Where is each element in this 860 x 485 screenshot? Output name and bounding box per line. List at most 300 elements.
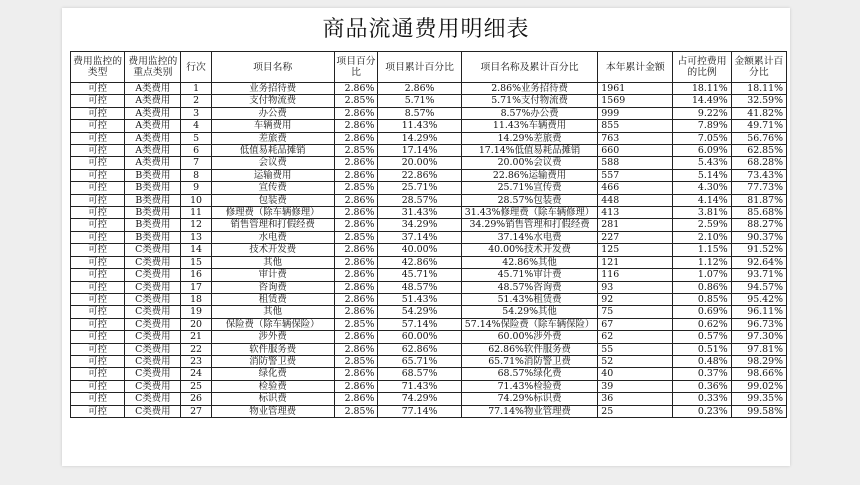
cell-item-percent: 2.86% — [334, 132, 378, 144]
cell-monitor-type: 可控 — [71, 269, 125, 281]
cell-item-percent: 2.85% — [334, 145, 378, 157]
cell-item-percent: 2.86% — [334, 157, 378, 169]
cell-amount-cumulative-percent: 96.73% — [731, 318, 786, 330]
cell-item-cumulative-percent: 17.14% — [378, 145, 461, 157]
cell-amount-cumulative-percent: 77.73% — [731, 182, 786, 194]
cell-amount-cumulative-percent: 32.59% — [731, 95, 786, 107]
table-row — [71, 393, 787, 405]
cell-line-number: 4 — [181, 120, 211, 132]
cell-line-number: 1 — [181, 83, 211, 95]
cell-item-cumulative-percent: 62.86% — [378, 343, 461, 355]
cell-name-and-cumulative: 51.43%租赁费 — [461, 293, 598, 305]
cell-monitor-type: 可控 — [71, 145, 125, 157]
cell-item-name: 咨询费 — [211, 281, 334, 293]
cell-name-and-cumulative: 31.43%修理费（除车辆修理） — [461, 207, 598, 219]
header-line-number: 行次 — [181, 52, 211, 83]
cell-amount-cumulative-percent: 88.27% — [731, 219, 786, 231]
cell-item-percent: 2.86% — [334, 269, 378, 281]
cell-line-number: 24 — [181, 368, 211, 380]
cell-name-and-cumulative: 60.00%涉外费 — [461, 331, 598, 343]
cell-key-category: A类费用 — [125, 95, 181, 107]
cell-key-category: B类费用 — [125, 194, 181, 206]
cell-line-number: 18 — [181, 293, 211, 305]
cell-monitor-type: 可控 — [71, 95, 125, 107]
cell-monitor-type: 可控 — [71, 281, 125, 293]
cell-key-category: C类费用 — [125, 380, 181, 392]
table-row — [71, 120, 787, 132]
cell-item-percent: 2.86% — [334, 293, 378, 305]
cell-annual-amount: 116 — [598, 269, 673, 281]
cell-name-and-cumulative: 17.14%低值易耗品摊销 — [461, 145, 598, 157]
cell-amount-cumulative-percent: 96.11% — [731, 306, 786, 318]
cell-name-and-cumulative: 25.71%宣传费 — [461, 182, 598, 194]
cell-item-cumulative-percent: 5.71% — [378, 95, 461, 107]
cell-item-cumulative-percent: 54.29% — [378, 306, 461, 318]
cell-key-category: C类费用 — [125, 343, 181, 355]
cell-monitor-type: 可控 — [71, 244, 125, 256]
header-amount-cumulative-percent: 金额累计百分比 — [731, 52, 786, 83]
table-row — [71, 306, 787, 318]
cell-controllable-share: 0.33% — [673, 393, 731, 405]
table-row — [71, 83, 787, 95]
table-row — [71, 293, 787, 305]
cell-item-name: 审计费 — [211, 269, 334, 281]
cell-amount-cumulative-percent: 90.37% — [731, 231, 786, 243]
cell-item-name: 低值易耗品摊销 — [211, 145, 334, 157]
cell-item-percent: 2.86% — [334, 83, 378, 95]
cell-line-number: 8 — [181, 169, 211, 181]
cell-line-number: 10 — [181, 194, 211, 206]
cell-amount-cumulative-percent: 85.68% — [731, 207, 786, 219]
cell-annual-amount: 36 — [598, 393, 673, 405]
cell-line-number: 19 — [181, 306, 211, 318]
header-annual-amount: 本年累计金额 — [598, 52, 673, 83]
cell-line-number: 27 — [181, 405, 211, 417]
cell-amount-cumulative-percent: 95.42% — [731, 293, 786, 305]
cell-key-category: A类费用 — [125, 132, 181, 144]
cell-monitor-type: 可控 — [71, 343, 125, 355]
cell-controllable-share: 0.86% — [673, 281, 731, 293]
cell-amount-cumulative-percent: 18.11% — [731, 83, 786, 95]
cell-name-and-cumulative: 20.00%会议费 — [461, 157, 598, 169]
cell-line-number: 26 — [181, 393, 211, 405]
cell-item-name: 软件服务费 — [211, 343, 334, 355]
cell-line-number: 3 — [181, 107, 211, 119]
cell-annual-amount: 1961 — [598, 83, 673, 95]
cell-item-name: 其他 — [211, 306, 334, 318]
cell-line-number: 6 — [181, 145, 211, 157]
cell-key-category: C类费用 — [125, 281, 181, 293]
cell-controllable-share: 7.05% — [673, 132, 731, 144]
cell-name-and-cumulative: 5.71%支付物流费 — [461, 95, 598, 107]
cell-name-and-cumulative: 54.29%其他 — [461, 306, 598, 318]
cell-item-name: 差旅费 — [211, 132, 334, 144]
cell-item-name: 标识费 — [211, 393, 334, 405]
cell-item-name: 销售管理和打假经费 — [211, 219, 334, 231]
cell-controllable-share: 1.15% — [673, 244, 731, 256]
cell-item-name: 办公费 — [211, 107, 334, 119]
sheet-title: 商品流通费用明细表 — [322, 17, 530, 42]
cell-monitor-type: 可控 — [71, 132, 125, 144]
cell-line-number: 9 — [181, 182, 211, 194]
table-row — [71, 281, 787, 293]
cell-item-name: 会议费 — [211, 157, 334, 169]
cell-name-and-cumulative: 62.86%软件服务费 — [461, 343, 598, 355]
cell-monitor-type: 可控 — [71, 83, 125, 95]
table-row — [71, 405, 787, 417]
cell-amount-cumulative-percent: 98.29% — [731, 355, 786, 367]
cell-annual-amount: 413 — [598, 207, 673, 219]
cell-item-percent: 2.86% — [334, 331, 378, 343]
cell-amount-cumulative-percent: 94.57% — [731, 281, 786, 293]
cell-annual-amount: 52 — [598, 355, 673, 367]
cell-item-percent: 2.86% — [334, 393, 378, 405]
cell-annual-amount: 92 — [598, 293, 673, 305]
cell-key-category: C类费用 — [125, 256, 181, 268]
cell-key-category: C类费用 — [125, 244, 181, 256]
cell-monitor-type: 可控 — [71, 380, 125, 392]
cell-monitor-type: 可控 — [71, 107, 125, 119]
cell-monitor-type: 可控 — [71, 368, 125, 380]
cell-item-cumulative-percent: 77.14% — [378, 405, 461, 417]
cell-item-name: 车辆费用 — [211, 120, 334, 132]
cell-controllable-share: 0.23% — [673, 405, 731, 417]
cell-monitor-type: 可控 — [71, 306, 125, 318]
cell-item-percent: 2.86% — [334, 380, 378, 392]
cell-controllable-share: 5.14% — [673, 169, 731, 181]
cell-annual-amount: 67 — [598, 318, 673, 330]
cell-controllable-share: 4.30% — [673, 182, 731, 194]
cell-name-and-cumulative: 68.57%绿化费 — [461, 368, 598, 380]
header-item-cumulative-percent: 项目累计百分比 — [378, 52, 461, 83]
cell-line-number: 2 — [181, 95, 211, 107]
cell-name-and-cumulative: 14.29%差旅费 — [461, 132, 598, 144]
cell-amount-cumulative-percent: 81.87% — [731, 194, 786, 206]
cell-item-percent: 2.86% — [334, 219, 378, 231]
cell-line-number: 5 — [181, 132, 211, 144]
header-item-name: 项目名称 — [211, 52, 334, 83]
cell-name-and-cumulative: 48.57%咨询费 — [461, 281, 598, 293]
cell-item-percent: 2.85% — [334, 231, 378, 243]
cell-annual-amount: 763 — [598, 132, 673, 144]
cell-key-category: C类费用 — [125, 331, 181, 343]
cell-amount-cumulative-percent: 98.66% — [731, 368, 786, 380]
cell-controllable-share: 2.10% — [673, 231, 731, 243]
cell-controllable-share: 0.48% — [673, 355, 731, 367]
cell-line-number: 25 — [181, 380, 211, 392]
cell-controllable-share: 0.57% — [673, 331, 731, 343]
cell-item-cumulative-percent: 8.57% — [378, 107, 461, 119]
cell-controllable-share: 6.09% — [673, 145, 731, 157]
cell-annual-amount: 466 — [598, 182, 673, 194]
cell-item-name: 修理费（除车辆修理） — [211, 207, 334, 219]
cell-name-and-cumulative: 77.14%物业管理费 — [461, 405, 598, 417]
cell-item-percent: 2.85% — [334, 318, 378, 330]
header-controllable-share: 占可控费用的比例 — [673, 52, 731, 83]
cell-key-category: C类费用 — [125, 405, 181, 417]
cell-controllable-share: 0.37% — [673, 368, 731, 380]
cell-controllable-share: 14.49% — [673, 95, 731, 107]
cell-item-name: 绿化费 — [211, 368, 334, 380]
cell-item-percent: 2.86% — [334, 281, 378, 293]
cell-item-cumulative-percent: 57.14% — [378, 318, 461, 330]
cell-item-name: 消防警卫费 — [211, 355, 334, 367]
cell-monitor-type: 可控 — [71, 169, 125, 181]
cell-amount-cumulative-percent: 92.64% — [731, 256, 786, 268]
cell-controllable-share: 0.85% — [673, 293, 731, 305]
cell-item-cumulative-percent: 14.29% — [378, 132, 461, 144]
cell-name-and-cumulative: 65.71%消防警卫费 — [461, 355, 598, 367]
cell-monitor-type: 可控 — [71, 393, 125, 405]
cell-line-number: 23 — [181, 355, 211, 367]
cell-item-name: 包装费 — [211, 194, 334, 206]
cell-line-number: 20 — [181, 318, 211, 330]
cell-monitor-type: 可控 — [71, 157, 125, 169]
header-monitor-type: 费用监控的类型 — [71, 52, 125, 83]
cell-key-category: C类费用 — [125, 306, 181, 318]
cell-key-category: A类费用 — [125, 107, 181, 119]
table-row — [71, 219, 787, 231]
spreadsheet-page — [62, 8, 790, 466]
cell-controllable-share: 18.11% — [673, 83, 731, 95]
cell-monitor-type: 可控 — [71, 219, 125, 231]
cell-annual-amount: 93 — [598, 281, 673, 293]
table-row — [71, 194, 787, 206]
cell-amount-cumulative-percent: 68.28% — [731, 157, 786, 169]
cell-item-cumulative-percent: 40.00% — [378, 244, 461, 256]
table-row — [71, 207, 787, 219]
table-row — [71, 343, 787, 355]
cell-controllable-share: 3.81% — [673, 207, 731, 219]
cell-item-cumulative-percent: 2.86% — [378, 83, 461, 95]
cell-item-name: 物业管理费 — [211, 405, 334, 417]
cell-item-cumulative-percent: 65.71% — [378, 355, 461, 367]
cell-monitor-type: 可控 — [71, 405, 125, 417]
cell-controllable-share: 0.69% — [673, 306, 731, 318]
cell-key-category: C类费用 — [125, 269, 181, 281]
cell-item-name: 其他 — [211, 256, 334, 268]
cell-controllable-share: 9.22% — [673, 107, 731, 119]
cell-name-and-cumulative: 8.57%办公费 — [461, 107, 598, 119]
cell-name-and-cumulative: 45.71%审计费 — [461, 269, 598, 281]
cell-item-name: 业务招待费 — [211, 83, 334, 95]
cell-monitor-type: 可控 — [71, 331, 125, 343]
cell-item-percent: 2.85% — [334, 95, 378, 107]
cell-line-number: 17 — [181, 281, 211, 293]
cell-key-category: A类费用 — [125, 157, 181, 169]
cell-item-percent: 2.86% — [334, 207, 378, 219]
cell-amount-cumulative-percent: 62.85% — [731, 145, 786, 157]
cell-amount-cumulative-percent: 56.76% — [731, 132, 786, 144]
table-row — [71, 107, 787, 119]
cell-item-percent: 2.85% — [334, 405, 378, 417]
cell-name-and-cumulative: 11.43%车辆费用 — [461, 120, 598, 132]
table-row — [71, 368, 787, 380]
table-row — [71, 145, 787, 157]
cell-item-cumulative-percent: 74.29% — [378, 393, 461, 405]
table-row — [71, 355, 787, 367]
cell-annual-amount: 125 — [598, 244, 673, 256]
cell-item-cumulative-percent: 42.86% — [378, 256, 461, 268]
cell-monitor-type: 可控 — [71, 355, 125, 367]
cell-line-number: 13 — [181, 231, 211, 243]
cell-item-cumulative-percent: 20.00% — [378, 157, 461, 169]
cell-key-category: C类费用 — [125, 318, 181, 330]
cell-annual-amount: 75 — [598, 306, 673, 318]
table-row — [71, 95, 787, 107]
cell-key-category: B类费用 — [125, 219, 181, 231]
cell-item-name: 水电费 — [211, 231, 334, 243]
cell-line-number: 7 — [181, 157, 211, 169]
cell-item-percent: 2.86% — [334, 194, 378, 206]
cell-monitor-type: 可控 — [71, 194, 125, 206]
header-name-and-cumulative: 项目名称及累计百分比 — [461, 52, 598, 83]
cell-item-percent: 2.86% — [334, 256, 378, 268]
cell-item-cumulative-percent: 68.57% — [378, 368, 461, 380]
cell-monitor-type: 可控 — [71, 120, 125, 132]
cell-item-percent: 2.86% — [334, 169, 378, 181]
cell-item-name: 保险费（除车辆保险） — [211, 318, 334, 330]
cell-annual-amount: 448 — [598, 194, 673, 206]
cell-annual-amount: 281 — [598, 219, 673, 231]
cell-monitor-type: 可控 — [71, 182, 125, 194]
cell-item-cumulative-percent: 28.57% — [378, 194, 461, 206]
cell-item-percent: 2.86% — [334, 120, 378, 132]
cell-item-name: 宣传费 — [211, 182, 334, 194]
table-row — [71, 231, 787, 243]
cell-monitor-type: 可控 — [71, 293, 125, 305]
cell-item-cumulative-percent: 11.43% — [378, 120, 461, 132]
cell-amount-cumulative-percent: 91.52% — [731, 244, 786, 256]
cell-controllable-share: 2.59% — [673, 219, 731, 231]
cell-amount-cumulative-percent: 49.71% — [731, 120, 786, 132]
table-header-row — [71, 52, 787, 83]
cell-amount-cumulative-percent: 41.82% — [731, 107, 786, 119]
cell-item-cumulative-percent: 60.00% — [378, 331, 461, 343]
cell-monitor-type: 可控 — [71, 256, 125, 268]
cell-item-percent: 2.86% — [334, 368, 378, 380]
cell-item-cumulative-percent: 45.71% — [378, 269, 461, 281]
cell-item-percent: 2.86% — [334, 306, 378, 318]
cell-key-category: B类费用 — [125, 182, 181, 194]
cell-line-number: 22 — [181, 343, 211, 355]
table-row — [71, 331, 787, 343]
table-row — [71, 244, 787, 256]
table-row — [71, 182, 787, 194]
cell-annual-amount: 1569 — [598, 95, 673, 107]
cell-name-and-cumulative: 57.14%保险费（除车辆保险） — [461, 318, 598, 330]
cell-amount-cumulative-percent: 99.35% — [731, 393, 786, 405]
cell-name-and-cumulative: 2.86%业务招待费 — [461, 83, 598, 95]
cell-name-and-cumulative: 22.86%运输费用 — [461, 169, 598, 181]
header-item-percent: 项目百分比 — [334, 52, 378, 83]
cell-annual-amount: 55 — [598, 343, 673, 355]
cell-controllable-share: 4.14% — [673, 194, 731, 206]
cell-amount-cumulative-percent: 73.43% — [731, 169, 786, 181]
cell-key-category: C类费用 — [125, 293, 181, 305]
cell-key-category: B类费用 — [125, 207, 181, 219]
cell-controllable-share: 0.62% — [673, 318, 731, 330]
cell-annual-amount: 121 — [598, 256, 673, 268]
cell-item-name: 支付物流费 — [211, 95, 334, 107]
cell-item-cumulative-percent: 48.57% — [378, 281, 461, 293]
cell-item-percent: 2.85% — [334, 355, 378, 367]
cell-amount-cumulative-percent: 99.02% — [731, 380, 786, 392]
cell-key-category: C类费用 — [125, 355, 181, 367]
table-row — [71, 380, 787, 392]
cell-key-category: B类费用 — [125, 169, 181, 181]
cell-item-cumulative-percent: 51.43% — [378, 293, 461, 305]
table-row — [71, 318, 787, 330]
cell-monitor-type: 可控 — [71, 231, 125, 243]
table-row — [71, 169, 787, 181]
table-row — [71, 132, 787, 144]
cell-monitor-type: 可控 — [71, 318, 125, 330]
cell-item-name: 租赁费 — [211, 293, 334, 305]
cell-annual-amount: 588 — [598, 157, 673, 169]
cell-line-number: 12 — [181, 219, 211, 231]
cell-key-category: B类费用 — [125, 231, 181, 243]
cell-monitor-type: 可控 — [71, 207, 125, 219]
cell-item-cumulative-percent: 22.86% — [378, 169, 461, 181]
cell-annual-amount: 999 — [598, 107, 673, 119]
cell-item-name: 涉外费 — [211, 331, 334, 343]
cell-controllable-share: 7.89% — [673, 120, 731, 132]
cell-item-cumulative-percent: 25.71% — [378, 182, 461, 194]
cell-item-cumulative-percent: 34.29% — [378, 219, 461, 231]
expense-table — [70, 51, 787, 418]
cell-annual-amount: 855 — [598, 120, 673, 132]
cell-item-name: 运输费用 — [211, 169, 334, 181]
cell-annual-amount: 39 — [598, 380, 673, 392]
table-row — [71, 256, 787, 268]
cell-annual-amount: 557 — [598, 169, 673, 181]
cell-key-category: C类费用 — [125, 393, 181, 405]
cell-name-and-cumulative: 74.29%标识费 — [461, 393, 598, 405]
cell-name-and-cumulative: 28.57%包装费 — [461, 194, 598, 206]
cell-amount-cumulative-percent: 97.30% — [731, 331, 786, 343]
cell-item-cumulative-percent: 37.14% — [378, 231, 461, 243]
cell-name-and-cumulative: 34.29%销售管理和打假经费 — [461, 219, 598, 231]
cell-name-and-cumulative: 37.14%水电费 — [461, 231, 598, 243]
cell-controllable-share: 0.36% — [673, 380, 731, 392]
cell-name-and-cumulative: 40.00%技术开发费 — [461, 244, 598, 256]
table-row — [71, 269, 787, 281]
cell-annual-amount: 40 — [598, 368, 673, 380]
cell-annual-amount: 62 — [598, 331, 673, 343]
cell-item-percent: 2.86% — [334, 343, 378, 355]
cell-annual-amount: 660 — [598, 145, 673, 157]
cell-amount-cumulative-percent: 93.71% — [731, 269, 786, 281]
cell-line-number: 11 — [181, 207, 211, 219]
cell-annual-amount: 227 — [598, 231, 673, 243]
cell-key-category: A类费用 — [125, 145, 181, 157]
cell-name-and-cumulative: 42.86%其他 — [461, 256, 598, 268]
cell-line-number: 14 — [181, 244, 211, 256]
cell-item-name: 技术开发费 — [211, 244, 334, 256]
cell-item-name: 检验费 — [211, 380, 334, 392]
cell-item-percent: 2.85% — [334, 182, 378, 194]
cell-line-number: 16 — [181, 269, 211, 281]
cell-line-number: 15 — [181, 256, 211, 268]
cell-amount-cumulative-percent: 99.58% — [731, 405, 786, 417]
cell-name-and-cumulative: 71.43%检验费 — [461, 380, 598, 392]
cell-controllable-share: 1.12% — [673, 256, 731, 268]
cell-controllable-share: 5.43% — [673, 157, 731, 169]
cell-key-category: A类费用 — [125, 83, 181, 95]
cell-annual-amount: 25 — [598, 405, 673, 417]
table-row — [71, 157, 787, 169]
